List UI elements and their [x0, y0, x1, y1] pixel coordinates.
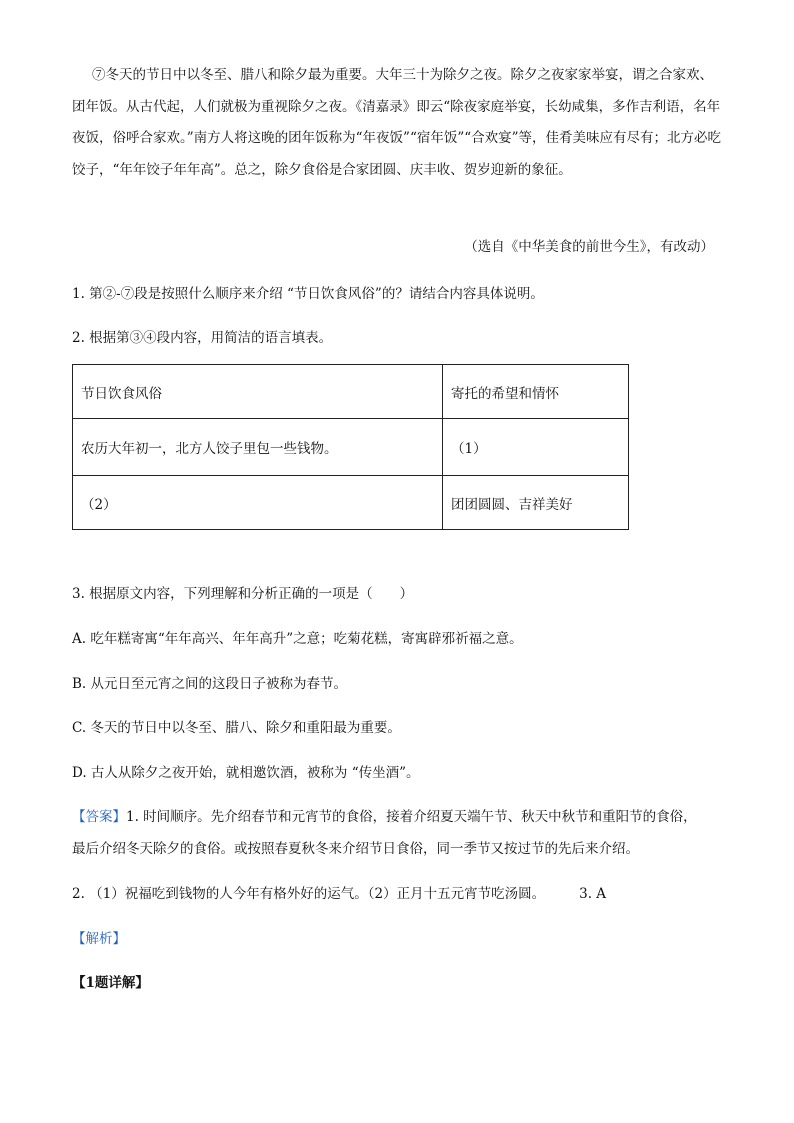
answer-line-3	[72, 882, 606, 902]
table-cell: 团团圆圆、吉祥美好	[443, 476, 629, 530]
table-header-cell: 节日饮食风俗	[73, 365, 443, 419]
answer-line-2: 最后介绍冬天除夕的食俗。或按照春夏秋冬来介绍节日食俗，同一季节又按过节的先后来介绍。	[72, 841, 639, 857]
fill-in-table	[72, 364, 629, 530]
question-2: 2. 根据第③④段内容，用简洁的语言填表。	[72, 330, 333, 346]
answer-line-1	[72, 805, 697, 825]
question-1: 1. 第②-⑦段是按照什么顺序来介绍 “节日饮食风俗”的？请结合内容具体说明。	[72, 286, 544, 302]
option-a: A. 吃年糕寄寓“年年高兴、年年高升”之意；吃菊花糕，寄寓辟邪祈福之意。	[72, 631, 523, 647]
source-citation: （选自《中华美食的前世今生》，有改动）	[464, 239, 714, 255]
answer-3-text: 3. A	[579, 886, 607, 902]
option-d: D. 古人从除夕之夜开始，就相邀饮酒，被称为 “传坐酒”。	[72, 765, 420, 781]
answer-label: 【答案】	[72, 809, 126, 825]
option-b: B. 从元日至元宵之间的这段日子被称为春节。	[72, 676, 348, 692]
detail-label: 【1题详解】	[72, 975, 149, 991]
question-3: 3. 根据原文内容，下列理解和分析正确的一项是（ ）	[72, 586, 414, 602]
table-cell: （1）	[443, 419, 629, 476]
table-row	[73, 419, 629, 476]
answer-2-text: 2. （1）祝福吃到钱物的人今年有格外好的运气。（2）正月十五元宵节吃汤圆。	[72, 886, 546, 902]
table-row	[73, 476, 629, 530]
option-c: C. 冬天的节日中以冬至、腊八、除夕和重阳最为重要。	[72, 720, 401, 736]
table-header-cell: 寄托的希望和情怀	[443, 365, 629, 419]
table-cell: 农历大年初一，北方人饺子里包一些钱物。	[73, 419, 443, 476]
analysis-label: 【解析】	[72, 931, 126, 947]
answer-text: 1. 时间顺序。先介绍春节和元宵节的食俗，接着介绍夏天端午节、秋天中秋节和重阳节的食俗，	[126, 809, 697, 825]
table-cell: （2）	[73, 476, 443, 530]
table-row	[73, 365, 629, 419]
paragraph-7: ⑦冬天的节日中以冬至、腊八和除夕最为重要。大年三十为除夕之夜。除夕之夜家家举宴，谓之合家欢、团年饭。从古代起，人们就极为重视除夕之夜。《清嘉录》即云“除夜家庭举宴，长幼咸集，多作吉利语，名年夜饭，俗呼合家欢。”南方人将这晚的团年饭称为“年夜饭”“宿年饭”“合欢宴”等，佳肴美味应有尽有；北方必吃饺子，“年年饺子年年高”。总之，除夕食俗是合家团圆、庆丰收、贺岁迎新的象征。	[72, 67, 722, 178]
